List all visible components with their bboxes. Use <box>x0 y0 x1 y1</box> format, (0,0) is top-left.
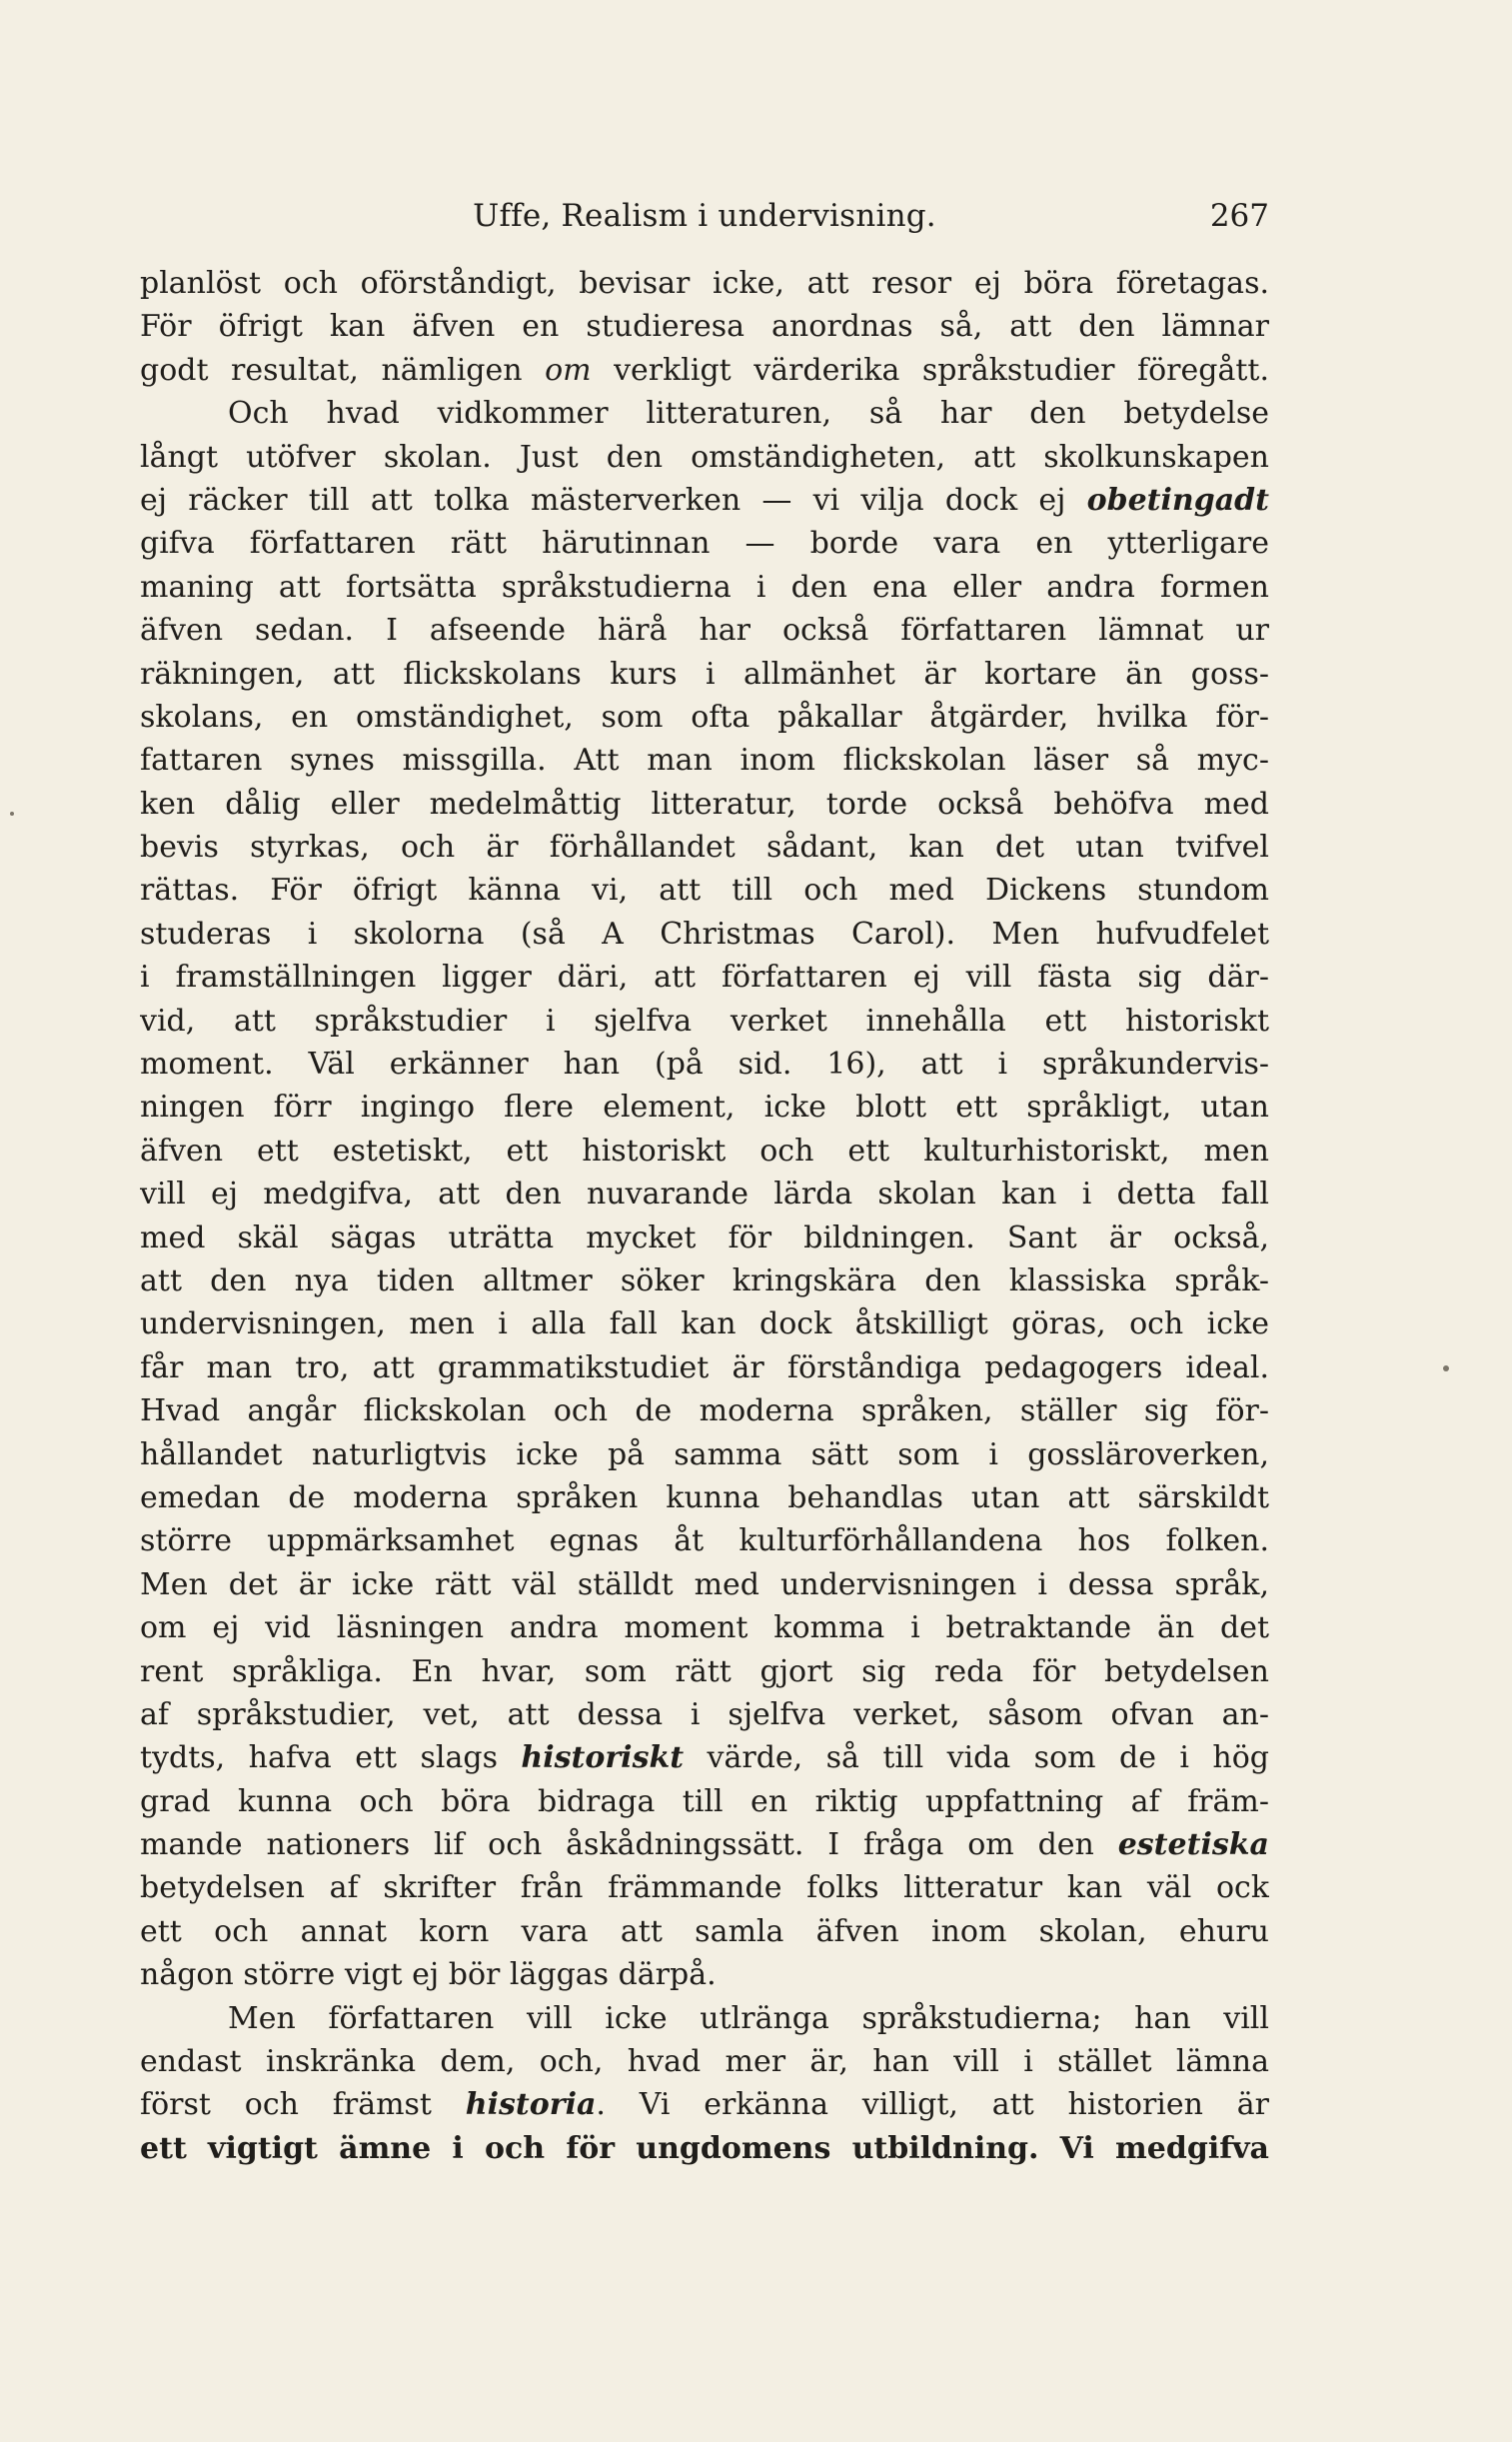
running-head <box>140 198 1269 242</box>
running-title: Uffe, Realism i undervisning. <box>473 198 936 234</box>
margin-speck <box>1443 1365 1449 1371</box>
text-line-last: ett vigtigt ämne i och för ungdomens utbildning. Vi medgifva <box>140 2130 1269 2166</box>
body-text <box>140 262 1269 2170</box>
text-line: af språkstudier, vet, att dessa i sjelfva verket, såsom ofvan an- <box>140 1696 1269 1732</box>
text-line: äfven sedan. I afseende härå har också författaren lämnat ur <box>140 613 1269 649</box>
emphasis-historiskt: historiskt <box>521 1740 685 1776</box>
text-line: Hvad angår flickskolan och de moderna språken, ställer sig för- <box>140 1393 1269 1429</box>
text-line: långt utöfver skolan. Just den omständigheten, att skolkunskapen <box>140 439 1269 475</box>
text-line: ett och annat korn vara att samla äfven inom skolan, ehuru <box>140 1913 1269 1949</box>
text-line: planlöst och oförståndigt, bevisar icke, att resor ej böra företagas. <box>140 266 1269 301</box>
text-line: godt resultat, nämligen om verkligt värderika språkstudier föregått. <box>140 352 1269 388</box>
paragraph-end-line: någon större vigt ej bör läggas därpå. <box>140 1957 717 1993</box>
text-line: maning att fortsätta språkstudierna i den ena eller andra formen <box>140 569 1269 605</box>
text-line: För öfrigt kan äfven en studieresa anordnas så, att den lämnar <box>140 309 1269 345</box>
text-line: Men det är icke rätt väl ställdt med undervisningen i dessa språk, <box>140 1566 1269 1602</box>
text-line: att den nya tiden alltmer söker kringskära den klassiska språk- <box>140 1262 1269 1298</box>
text-line: ken dålig eller medelmåttig litteratur, torde också behöfva med <box>140 786 1269 822</box>
text-line: rent språkliga. En hvar, som rätt gjort sig reda för betydelsen <box>140 1653 1269 1689</box>
text-line: får man tro, att grammatikstudiet är förståndiga pedagogers ideal. <box>140 1349 1269 1385</box>
emphasis-obetingadt: obetingadt <box>1086 482 1269 518</box>
text-line: bevis styrkas, och är förhållandet sådant, kan det utan tvifvel <box>140 830 1269 866</box>
text-line: grad kunna och böra bidraga till en riktig uppfattning af främ- <box>140 1783 1269 1819</box>
margin-speck <box>10 812 14 816</box>
text-line: skolans, en omständighet, som ofta påkallar åtgärder, hvilka för- <box>140 699 1269 735</box>
text-line: ningen förr ingingo flere element, icke blott ett språkligt, utan <box>140 1090 1269 1126</box>
text-line: tydts, hafva ett slags historiskt värde, så till vida som de i hög <box>140 1740 1269 1776</box>
paragraph-start-line: Och hvad vidkommer litteraturen, så har den betydelse <box>228 396 1269 432</box>
text-line: räkningen, att flickskolans kurs i allmänhet är kortare än goss- <box>140 656 1269 692</box>
text-line: endast inskränka dem, och, hvad mer är, han vill i stället lämna <box>140 2044 1269 2080</box>
text-line: betydelsen af skrifter från främmande folks litteratur kan väl ock <box>140 1870 1269 1906</box>
text-line: vid, att språkstudier i sjelfva verket innehålla ett historiskt <box>140 1003 1269 1039</box>
emphasis-estetiska: estetiska <box>1117 1827 1269 1863</box>
text-line: undervisningen, men i alla fall kan dock åtskilligt göras, och icke <box>140 1306 1269 1342</box>
text-line: studeras i skolorna (så A Christmas Carol). Men hufvudfelet <box>140 916 1269 952</box>
emphasis-historia: historia <box>465 2087 597 2123</box>
text-line: rättas. För öfrigt känna vi, att till och med Dickens stundom <box>140 873 1269 909</box>
text-line: om ej vid läsningen andra moment komma i betraktande än det <box>140 1610 1269 1646</box>
text-line: hållandet naturligtvis icke på samma sätt som i gossläroverken, <box>140 1436 1269 1472</box>
text-line: moment. Väl erkänner han (på sid. 16), att i språkundervis- <box>140 1047 1269 1083</box>
text-line: i framställningen ligger däri, att författaren ej vill fästa sig där- <box>140 960 1269 996</box>
emphasis-om: om <box>545 352 592 388</box>
page-number: 267 <box>1209 198 1269 234</box>
text-line: vill ej medgifva, att den nuvarande lärda skolan kan i detta fall <box>140 1177 1269 1213</box>
text-line: först och främst historia. Vi erkänna villigt, att historien är <box>140 2087 1269 2123</box>
text-line: äfven ett estetiskt, ett historiskt och ett kulturhistoriskt, men <box>140 1133 1269 1169</box>
text-line: gifva författaren rätt härutinnan — borde vara en ytterligare <box>140 526 1269 562</box>
paragraph-start-line: Men författaren vill icke utlränga språkstudierna; han vill <box>228 2000 1269 2036</box>
text-line: med skäl sägas uträtta mycket för bildningen. Sant är också, <box>140 1220 1269 1255</box>
text-line: fattaren synes missgilla. Att man inom flickskolan läser så myc- <box>140 743 1269 779</box>
text-line: större uppmärksamhet egnas åt kulturförhållandena hos folken. <box>140 1523 1269 1559</box>
text-line: mande nationers lif och åskådningssätt. I fråga om den estetiska <box>140 1827 1269 1863</box>
text-line: emedan de moderna språken kunna behandlas utan att särskildt <box>140 1479 1269 1515</box>
text-line: ej räcker till att tolka mästerverken — vi vilja dock ej obetingadt <box>140 482 1269 518</box>
